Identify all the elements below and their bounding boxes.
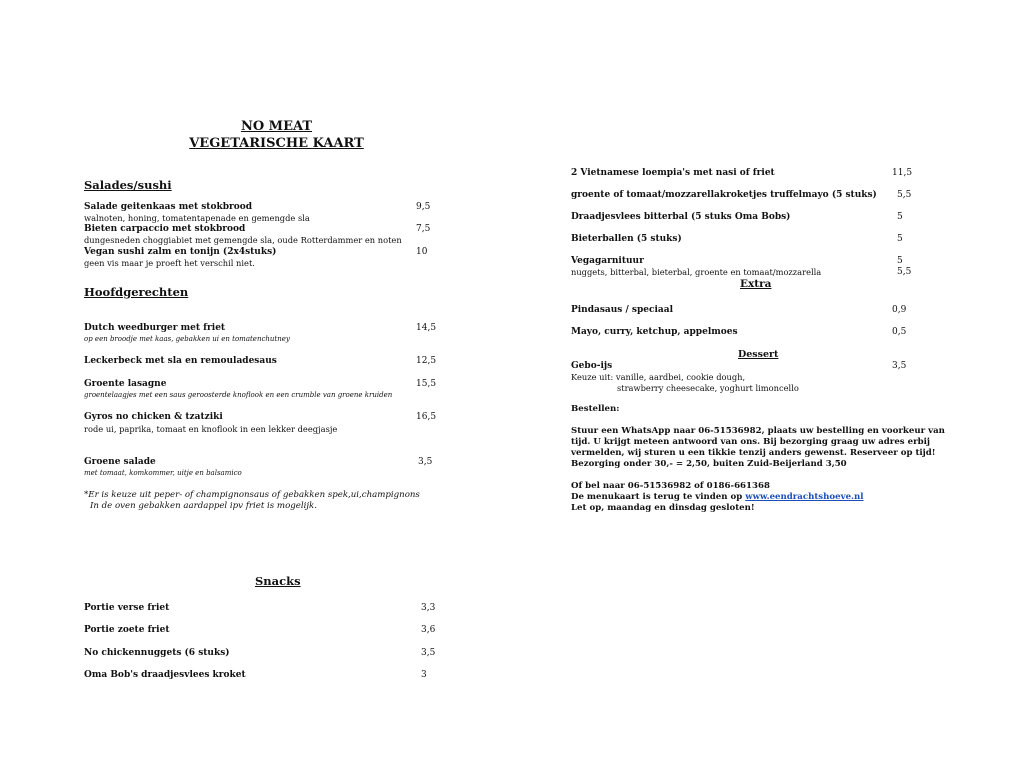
item-description-continued: strawberry cheesecake, yoghurt limoncello [617,383,799,393]
note-sauce: *Er is keuze uit peper- of champignonsaus of gebakken spek,ui,champignons [84,490,420,500]
item-price: 11,5 [892,168,913,178]
item-name: Portie zoete friet [84,625,170,635]
item-description: dungesneden choggiabiet met gemengde sla, oude Rotterdammer en noten [84,235,402,245]
item-description: groentelaagjes met een saus geroosterde knoflook en een crumble van groene kruiden [84,391,393,399]
item-name: Bieten carpaccio met stokbrood [84,224,246,234]
item-price: 5,5 [897,190,912,200]
item-name: Groente lasagne [84,379,167,389]
item-price: 7,5 [416,224,431,234]
item-name: Vegagarnituur [571,256,644,266]
section-heading-salades: Salades/sushi [84,178,172,192]
item-name: Oma Bob's draadjesvlees kroket [84,670,246,680]
item-description: geen vis maar je proeft het verschil niet. [84,258,255,268]
menu-title: NO MEAT [240,119,313,134]
item-name: 2 Vietnamese loempia's met nasi of friet [571,168,775,178]
item-price: 14,5 [416,323,437,333]
order-heading: Bestellen: [571,404,620,414]
contact-website-prefix: De menukaart is terug te vinden op [571,492,746,502]
item-description: rode ui, paprika, tomaat en knoflook in een lekker deegjasje [84,424,338,434]
item-description: met tomaat, komkommer, uitje en balsamico [84,469,242,477]
item-price: 5 [897,234,903,244]
item-name: Bieterballen (5 stuks) [571,234,682,244]
item-name: groente of tomaat/mozzarellakroketjes truffelmayo (5 stuks) [571,190,877,200]
item-description: walnoten, honing, tomatentapenade en gemengde sla [84,213,310,223]
note-potato: In de oven gebakken aardappel ipv friet is mogelijk. [90,501,317,511]
item-name: No chickennuggets (6 stuks) [84,648,230,658]
item-name: Pindasaus / speciaal [571,305,673,315]
item-price: 10 [416,247,428,257]
website-link[interactable]: www.eendrachtshoeve.nl [745,492,864,502]
contact-website-line [571,492,864,502]
closed-days-note: Let op, maandag en dinsdag gesloten! [571,503,755,513]
item-price: 12,5 [416,356,437,366]
item-price: 5 [897,256,903,266]
order-line: vermelden, wij sturen u een tikkie tenzij anders gewenst. Reserveer op tijd! [571,448,936,458]
item-price: 3 [421,670,427,680]
item-price: 3,5 [892,361,907,371]
section-heading-extra: Extra [740,278,772,290]
section-heading-hoofdgerechten: Hoofdgerechten [84,285,189,299]
item-description: op een broodje met kaas, gebakken ui en tomatenchutney [84,335,290,343]
item-name: Portie verse friet [84,603,170,613]
contact-phone: Of bel naar 06-51536982 of 0186-661368 [571,481,770,491]
item-price: 0,9 [892,305,907,315]
item-price: 3,6 [421,625,436,635]
menu-subtitle: VEGETARISCHE KAART [189,136,364,151]
section-heading-dessert: Dessert [738,349,779,360]
item-price: 3,3 [421,603,436,613]
item-name: Dutch weedburger met friet [84,323,226,333]
order-line: Bezorging onder 30,- = 2,50, buiten Zuid-Beijerland 3,50 [571,459,847,469]
item-price-secondary: 5,5 [897,267,912,277]
item-name: Mayo, curry, ketchup, appelmoes [571,327,738,337]
item-name: Salade geitenkaas met stokbrood [84,202,253,212]
item-description: nuggets, bitterbal, bieterbal, groente en tomaat/mozzarella [571,267,822,277]
item-price: 9,5 [416,202,431,212]
order-line: Stuur een WhatsApp naar 06-51536982, plaats uw bestelling en voorkeur van [571,426,945,436]
item-price: 3,5 [418,457,433,467]
item-price: 16,5 [416,412,437,422]
item-name: Groene salade [84,457,156,467]
item-price: 5 [897,212,903,222]
order-line: tijd. U krijgt meteen antwoord van ons. Bij bezorging graag uw adres erbij [571,437,930,447]
item-description: Keuze uit: vanille, aardbei, cookie dough, [571,372,746,382]
section-heading-snacks: Snacks [255,574,301,588]
item-name: Draadjesvlees bitterbal (5 stuks Oma Bobs) [571,212,791,222]
item-name: Gebo-ijs [571,361,613,371]
item-price: 15,5 [416,379,437,389]
item-price: 0,5 [892,327,907,337]
item-price: 3,5 [421,648,436,658]
item-name: Gyros no chicken & tzatziki [84,412,223,422]
item-name: Leckerbeck met sla en remouladesaus [84,356,277,366]
item-name: Vegan sushi zalm en tonijn (2x4stuks) [84,247,277,257]
